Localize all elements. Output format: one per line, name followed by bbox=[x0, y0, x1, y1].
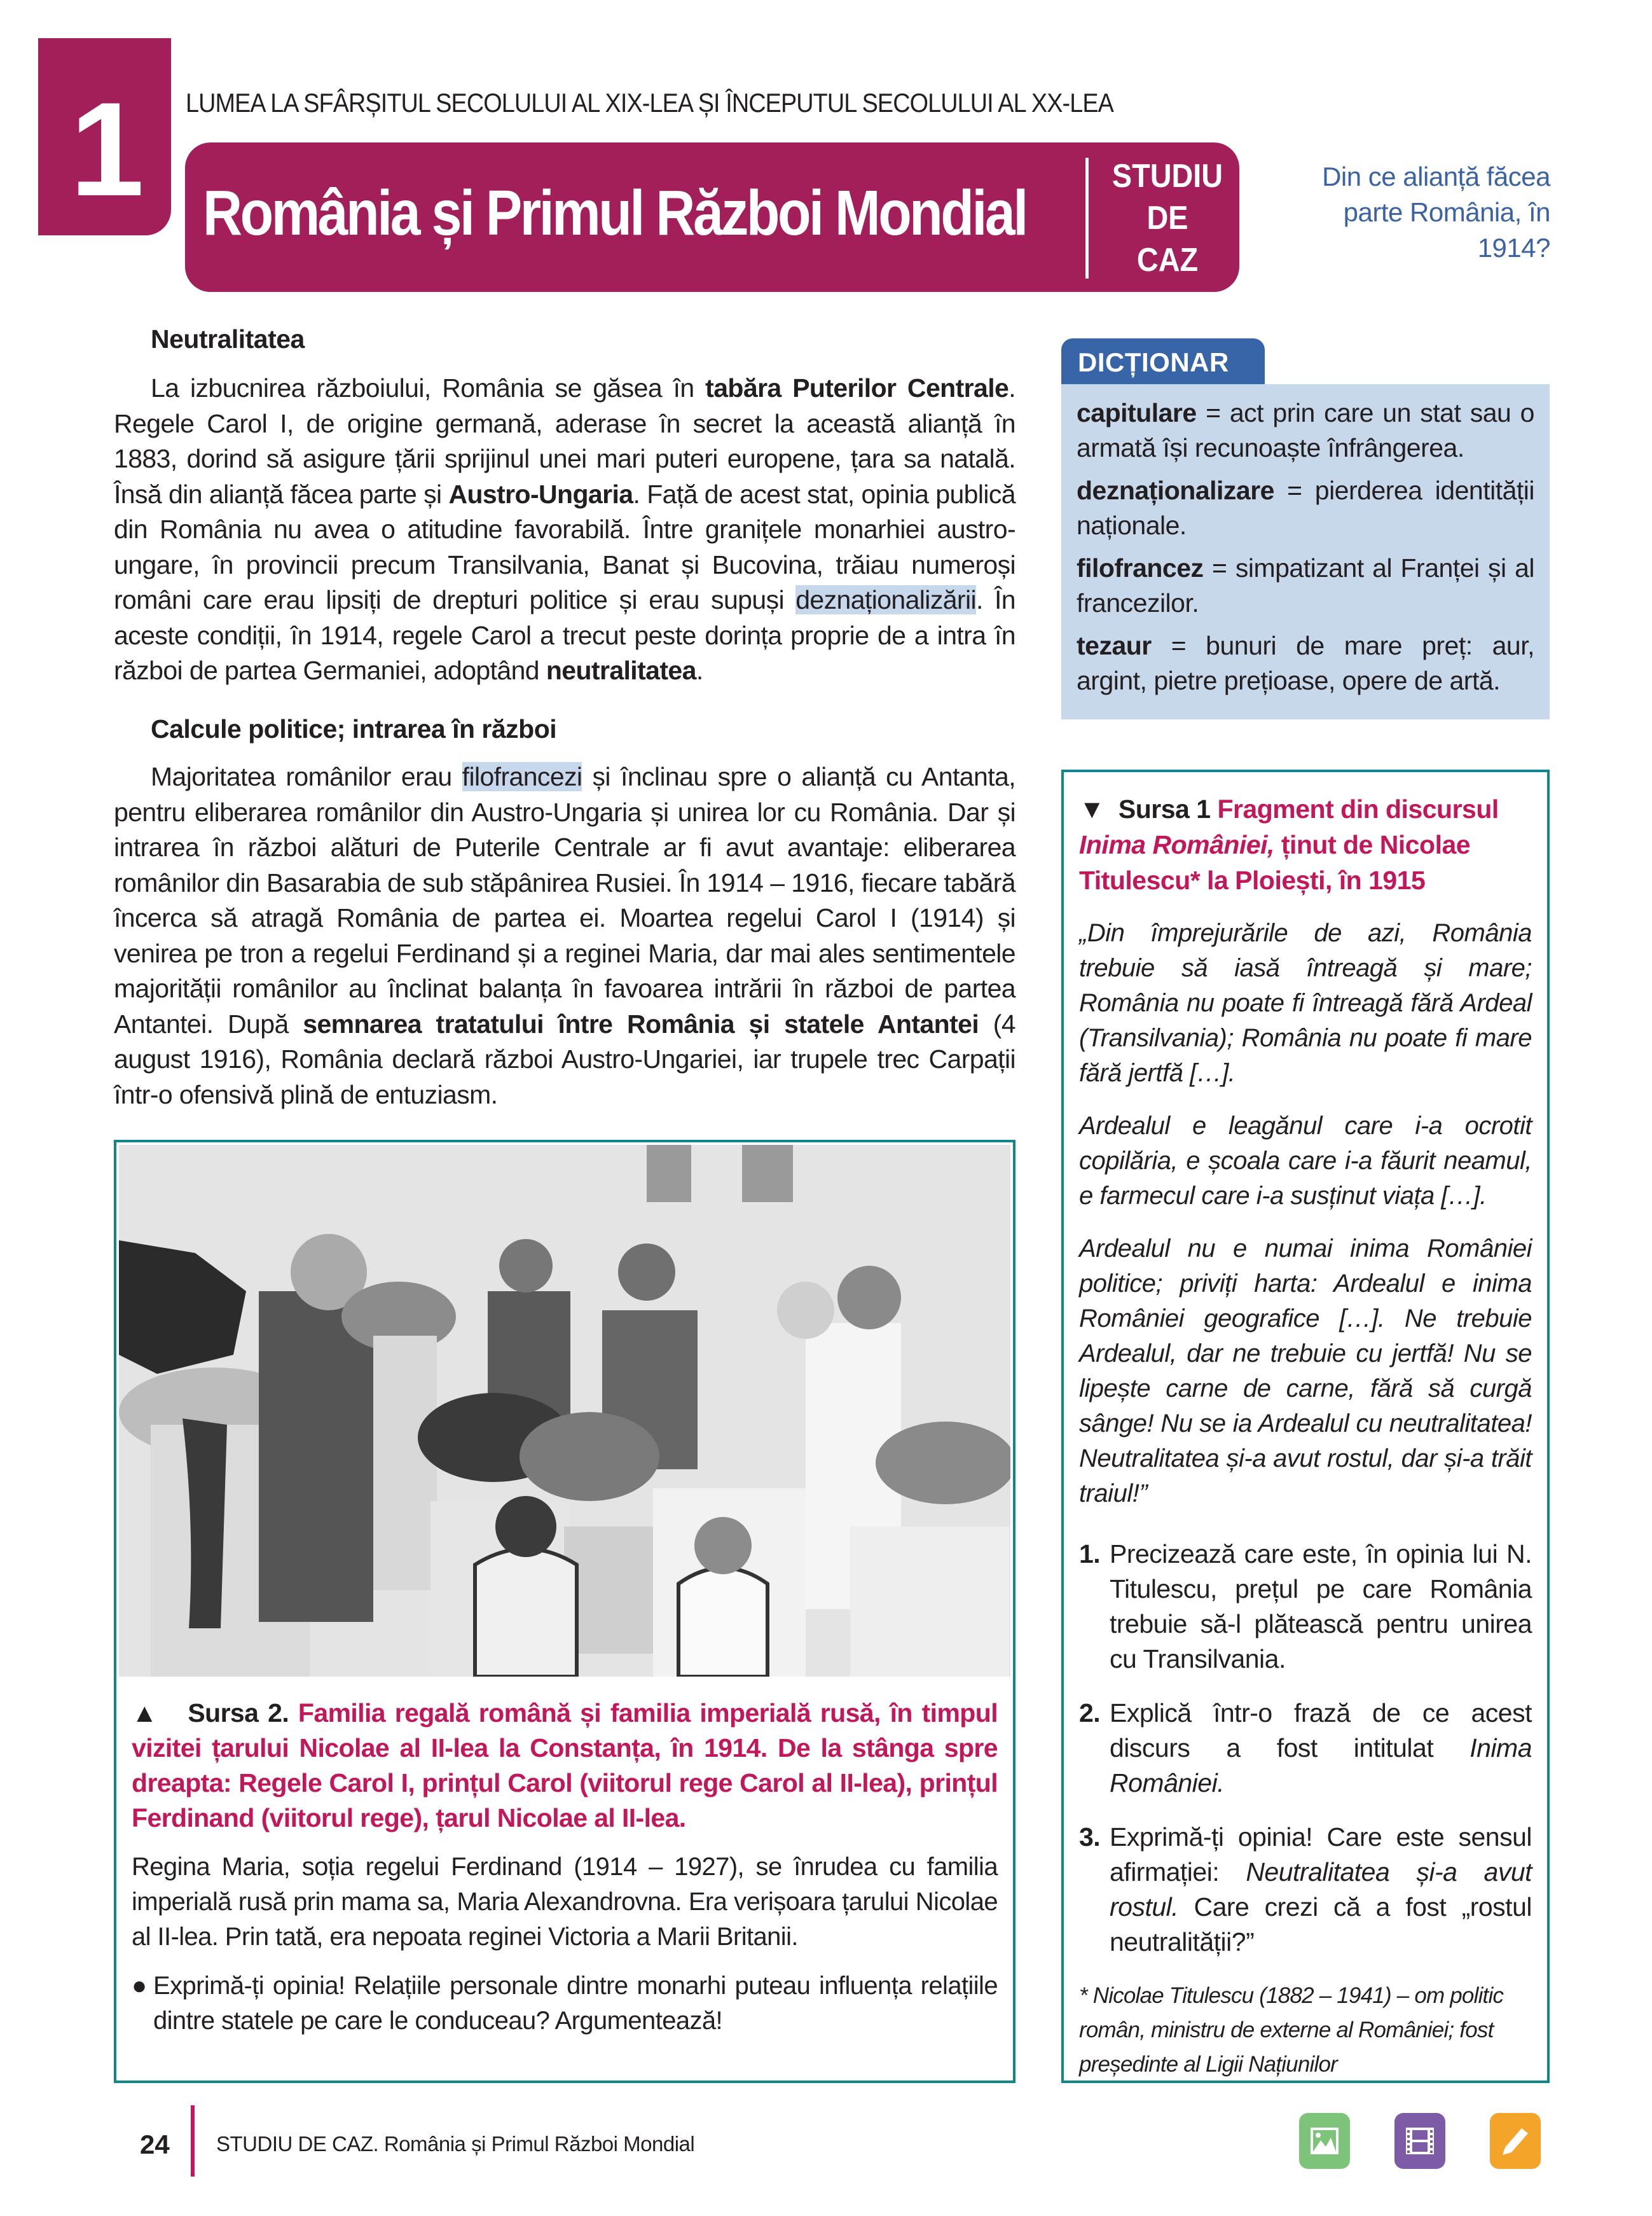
source-1-heading bbox=[1079, 791, 1532, 898]
dictionary-tab: DICȚIONAR bbox=[1061, 338, 1265, 384]
text-run: Majoritatea românilor erau bbox=[151, 762, 462, 791]
image-icon bbox=[1309, 2126, 1340, 2156]
dictionary-entry bbox=[1077, 551, 1534, 621]
caption-text: Familia regală română și familia imperială rusă, în timpul vizitei țarului Nicolae al II-lea la Constanța, în 1914. De la stânga spre dreapta: Regele Carol I, prințul Carol (viitorul rege Carol al II-lea), prințul Ferdinand (viitorul rege), țarul Nicolae al II-lea. bbox=[132, 1698, 998, 1832]
key-term: neutralitatea bbox=[546, 656, 696, 685]
lesson-title: România și Primul Război Mondial bbox=[203, 177, 1026, 249]
dictionary-definition: = simpatizant al Franței și al francezilor. bbox=[1077, 553, 1534, 618]
dictionary-term: capitulare bbox=[1077, 398, 1197, 427]
source-label: Sursa 2. bbox=[188, 1698, 289, 1728]
footnote: * Nicolae Titulescu (1882 – 1941) – om politic român, ministru de externe al României; fost președinte al Ligii Națiunilor bbox=[1079, 1983, 1504, 2077]
key-term: Austro-Ungaria bbox=[448, 479, 633, 509]
film-icon bbox=[1405, 2126, 1435, 2156]
dictionary-definition: = bunuri de mare preț: aur, argint, pietre prețioase, opere de artă. bbox=[1077, 631, 1534, 695]
dictionary-entry bbox=[1077, 473, 1534, 543]
historical-photo bbox=[119, 1145, 1010, 1677]
unit-title: LUMEA LA SFÂRȘITUL SECOLULUI AL XIX-LEA ȘI ÎNCEPUTUL SECOLULUI AL XX-LEA bbox=[186, 88, 1113, 118]
exercise-resource-button[interactable] bbox=[1490, 2113, 1541, 2169]
source-2-heading bbox=[132, 1696, 998, 1836]
key-term: semnarea tratatului între România și statele Antantei bbox=[303, 1009, 979, 1039]
source-title: ținut de Nicolae Titulescu* la Ploiești, în 1915 bbox=[1079, 830, 1471, 895]
question-text-italic: Inima României. bbox=[1110, 1733, 1532, 1797]
question-text bbox=[1110, 1696, 1532, 1801]
quote-paragraph: Ardealul nu e numai inima României politice; priviți harta: Ardealul e inima României geografice […]. Ne trebuie Ardealul, dar ne trebuie cu jertfă! Nu se lipește carne de carne, fără să curgă sânge! Nu se ia Ardealul cu neutralitatea! Neutralitatea și-a avut rostul, dar și-a trăit traiul!” bbox=[1079, 1235, 1532, 1507]
question-text-italic: Neutralitatea și-a avut rostul. bbox=[1110, 1857, 1532, 1922]
bullet-icon: ● bbox=[132, 1972, 147, 2000]
source-title: Fragment din discursul bbox=[1217, 794, 1499, 824]
case-label-line: CAZ bbox=[1136, 242, 1199, 279]
section-paragraph bbox=[114, 371, 1015, 689]
source-label: Sursa 1 bbox=[1118, 794, 1211, 824]
section-heading: Neutralitatea bbox=[151, 324, 305, 354]
text-run: . bbox=[696, 656, 703, 685]
case-label-line: STUDIU bbox=[1112, 158, 1223, 195]
question-number: 2. bbox=[1079, 1698, 1101, 1728]
section-heading: Calcule politice; intrarea în război bbox=[151, 714, 557, 744]
text-run: La izbucnirea războiului, România se găsea în bbox=[151, 373, 706, 403]
pencil-icon bbox=[1500, 2126, 1531, 2156]
photo-caption bbox=[132, 1696, 998, 2039]
case-label-line: DE bbox=[1146, 200, 1188, 237]
source-1-box bbox=[1061, 770, 1550, 2083]
question-text-part: Care crezi că a fost „rostul neutralității?” bbox=[1110, 1892, 1532, 1956]
questions-list bbox=[1079, 1537, 1532, 1960]
text-run: și înclinau spre o alianță cu Antanta, pentru eliberarea românilor din Austro-Ungaria și unirea lor cu România. Dar și intrarea în război alături de Puterile Centrale ar fi avut avantaje: eliberarea românilor din Basarabia de sub stăpânirea Rusiei. În 1914 – 1916, fiecare tabără încerca să atragă România de partea ei. Moartea regelui Carol I (1914) și venirea pe tron a regelui Ferdinand și a reginei Maria, dar mai ales sentimentele majorității românilor au înclinat balanța în favoarea intrării în război de partea Antantei. După bbox=[114, 762, 1015, 1039]
dictionary-box bbox=[1061, 384, 1550, 719]
text-run: (4 august 1916), România declară război Austro-Ungariei, iar trupele trec Carpații într-o ofensivă plină de entuziasm. bbox=[114, 1009, 1016, 1109]
section-paragraph bbox=[114, 759, 1015, 1112]
question-text-part: Explică într-o frază de ce acest discurs a fost intitulat bbox=[1110, 1698, 1532, 1762]
question-number: 3. bbox=[1079, 1822, 1101, 1852]
quote-paragraph: „Din împrejurările de azi, România trebuie să iasă întreagă și mare; România nu poate fi întreagă fără Ardeal (Transilvania); România nu poate fi mare fără jertfă […]. bbox=[1079, 919, 1532, 1087]
quote-paragraph: Ardealul e leagănul care i-a ocrotit copilăria, e școala care i-a făurit neamul, e farmecul care i-a susținut viața […]. bbox=[1079, 1112, 1532, 1210]
question-text bbox=[1110, 1820, 1532, 1960]
caption-body: Regina Maria, soția regelui Ferdinand (1914 – 1927), se înrudea cu familia imperială rusă prin mama sa, Maria Alexandrovna. Era verișoara țarului Nicolae al II-lea. Prin tată, era nepoata reginei Victoria a Marii Britanii. bbox=[132, 1853, 998, 1951]
title-divider bbox=[1085, 158, 1089, 279]
dictionary-term: tezaur bbox=[1077, 631, 1152, 660]
text-run: . Regele Carol I, de origine germană, aderase în secret la această alianță în 1883, dorind să asigure țării sprijinul unei mari puteri europene, țara sa natală. Însă din alianță făcea parte și bbox=[114, 373, 1015, 509]
task-text: Exprimă-ți opinia! Relațiile personale dintre monarhi puteau influența relațiile dintre statele pe care le conduceau? Argumentează! bbox=[153, 1972, 998, 2035]
dictionary-term: deznaționalizare bbox=[1077, 476, 1274, 505]
dictionary-definition: = act prin care un stat sau o armată își recunoaște înfrângerea. bbox=[1077, 398, 1534, 462]
case-study-label bbox=[1108, 155, 1228, 281]
glossary-term-highlight: filofrancezi bbox=[462, 762, 582, 791]
guiding-question: Din ce alianță făcea parte România, în 1914? bbox=[1322, 162, 1550, 263]
section-neutrality bbox=[114, 324, 1015, 689]
question-text-part: Exprimă-ți opinia! Care este sensul afirmației: bbox=[1110, 1822, 1532, 1887]
section-political-calculations bbox=[114, 714, 1015, 1112]
chapter-number-badge bbox=[38, 38, 171, 235]
text-run: . Față de acest stat, opinia publică din România nu avea o atitudine favorabilă. Între granițele monarhiei austro-ungare, în provincii precum Transilvania, Banat și Bucovina, trăiau numeroși români care erau lipsiți de drepturi politice și erau supuși bbox=[114, 479, 1015, 614]
key-term: tabăra Puterilor Centrale bbox=[705, 373, 1009, 403]
question-number: 1. bbox=[1079, 1539, 1101, 1569]
triangle-up-icon: ▲ bbox=[132, 1698, 160, 1728]
glossary-term-highlight: deznaționalizării bbox=[795, 585, 976, 614]
footer-divider bbox=[191, 2105, 195, 2177]
question-text: Precizează care este, în opinia lui N. Titulescu, prețul pe care România trebuie să-l plătească pentru unirea cu Transilvania. bbox=[1110, 1539, 1532, 1673]
dictionary-term: filofrancez bbox=[1077, 553, 1204, 583]
dictionary-definition: = pierderea identității naționale. bbox=[1077, 476, 1534, 540]
question-item bbox=[1079, 1696, 1532, 1801]
running-title: STUDIU DE CAZ. România și Primul Război Mondial bbox=[216, 2132, 695, 2156]
page-number: 24 bbox=[140, 2129, 170, 2159]
question-item bbox=[1079, 1820, 1532, 1960]
photo-illustration-icon bbox=[119, 1145, 1010, 1677]
image-resource-button[interactable] bbox=[1299, 2113, 1350, 2169]
text-run: . În aceste condiții, în 1914, regele Carol a trecut peste dorința proprie de a intra în război de partea Germaniei, adoptând bbox=[114, 585, 1015, 685]
question-item bbox=[1079, 1537, 1532, 1677]
triangle-down-icon: ▼ bbox=[1079, 794, 1105, 824]
video-resource-button[interactable] bbox=[1394, 2113, 1445, 2169]
caption-task bbox=[132, 1969, 998, 2039]
source-title-italic: Inima României, bbox=[1079, 830, 1274, 859]
source-2-box bbox=[114, 1140, 1015, 2083]
lesson-title-bar bbox=[185, 142, 1239, 292]
dictionary-entry bbox=[1077, 628, 1534, 698]
chapter-number: 1 bbox=[70, 74, 139, 224]
dictionary-entry bbox=[1077, 396, 1534, 466]
